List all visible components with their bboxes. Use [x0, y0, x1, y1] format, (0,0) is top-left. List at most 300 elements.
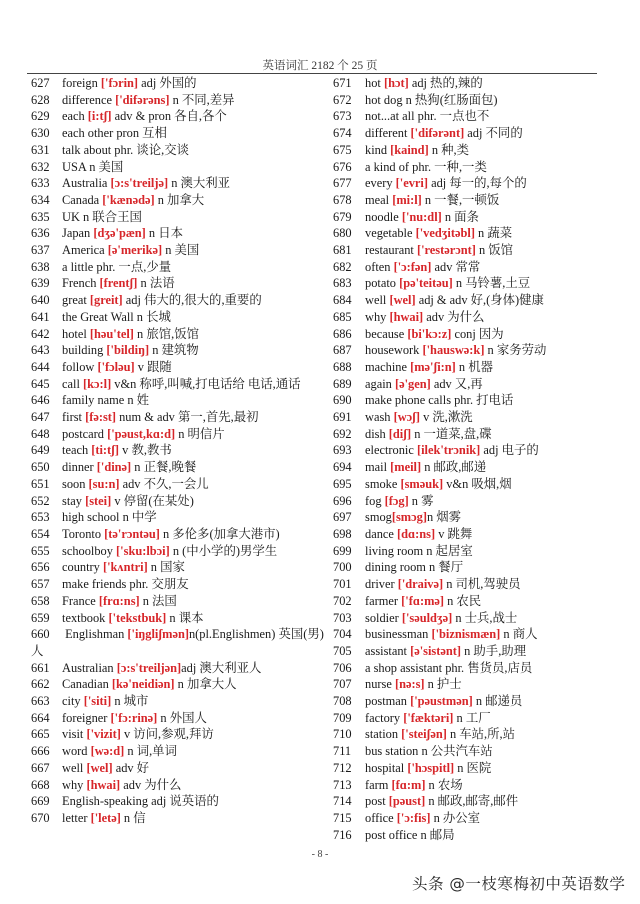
entry-number: 680 — [333, 226, 352, 241]
entry-definition: v 教,教书 — [119, 443, 172, 458]
entry-number: 691 — [333, 410, 352, 425]
entry-word: smoke — [365, 476, 401, 491]
entry-number: 662 — [31, 677, 50, 692]
entry-word: country — [62, 560, 103, 575]
entry-definition: adv 不久,一会儿 — [119, 476, 209, 491]
vocab-entry — [31, 409, 331, 426]
vocab-entry — [333, 726, 633, 743]
entry-number: 657 — [31, 577, 50, 592]
vocab-entry — [333, 292, 633, 309]
entry-number: 663 — [31, 694, 50, 709]
entry-number: 668 — [31, 777, 50, 792]
entry-phonetic: ['letə] — [90, 810, 121, 825]
vocab-entry — [31, 610, 331, 627]
vocab-entry — [333, 693, 633, 710]
entry-definition: adj 伟大的,很大的,重要的 — [122, 293, 262, 308]
vocab-entry — [333, 459, 633, 476]
vocab-entry — [31, 676, 331, 693]
entry-word: soon — [62, 476, 89, 491]
vocab-entry — [333, 75, 633, 92]
entry-number: 634 — [31, 192, 50, 207]
entry-definition: n 不同,差异 — [169, 92, 235, 107]
vocab-column-left — [31, 75, 331, 827]
entry-number: 669 — [31, 794, 50, 809]
entry-phonetic: [hwai] — [86, 777, 121, 792]
entry-definition: n 办公室 — [430, 810, 481, 825]
entry-word: housework — [365, 343, 423, 358]
entry-number: 667 — [31, 760, 50, 775]
vocab-entry — [31, 209, 331, 226]
vocab-entry — [31, 225, 331, 242]
entry-phonetic: [sməuk] — [400, 476, 444, 491]
entry-word: driver — [365, 577, 398, 592]
entry-definition: adj 热的,辣的 — [408, 76, 483, 90]
vocab-entry — [31, 359, 331, 376]
entry-number: 645 — [31, 376, 50, 391]
entry-number: 644 — [31, 359, 50, 374]
entry-word: Canadian — [62, 677, 112, 692]
entry-number: 631 — [31, 142, 50, 157]
entry-definition: adv 为什么 — [423, 309, 485, 324]
entry-phonetic: [pə'teitəu] — [399, 276, 453, 291]
entry-phonetic: [ɔ:s'treiljə] — [110, 176, 169, 191]
entry-number: 666 — [31, 744, 50, 759]
entry-phonetic: [hɔt] — [383, 76, 409, 90]
vocab-entry — [31, 493, 331, 510]
entry-definition: n(pl.Englishmen) 英国(男)人 — [31, 627, 324, 658]
entry-number: 658 — [31, 593, 50, 608]
entry-number: 643 — [31, 343, 50, 358]
entry-word: machine — [365, 359, 411, 374]
entry-word: difference — [62, 92, 116, 107]
entry-definition: adj 外国的 — [138, 76, 197, 90]
entry-word: building — [62, 343, 107, 358]
entry-phonetic: ['fɔ:rinə] — [110, 710, 158, 725]
vocab-entry — [31, 292, 331, 309]
entry-phonetic: ['siti] — [83, 694, 112, 709]
vocab-entry — [31, 526, 331, 543]
entry-phonetic: [kaind] — [390, 142, 429, 157]
entry-number: 686 — [333, 326, 352, 341]
entry-number: 635 — [31, 209, 50, 224]
entry-definition: n 课本 — [166, 610, 204, 625]
entry-definition: n 医院 — [454, 760, 492, 775]
entry-phonetic: ['iŋgliʃmən] — [127, 627, 189, 642]
entry-word: textbook — [62, 610, 109, 625]
entry-definition: n 正餐,晚餐 — [131, 460, 197, 475]
entry-word: why — [365, 309, 390, 324]
entry-number: 670 — [31, 810, 50, 825]
entry-number: 688 — [333, 359, 352, 374]
entry-word: postman — [365, 694, 411, 709]
entry-number: 685 — [333, 309, 352, 324]
entry-number: 638 — [31, 259, 50, 274]
entry-number: 692 — [333, 426, 352, 441]
entry-phonetic: ['evri] — [395, 176, 428, 191]
vocab-entry — [31, 793, 331, 810]
entry-phonetic: [meil] — [390, 460, 422, 475]
entry-word: businessman — [365, 627, 432, 642]
entry-word: a shop assistant phr. 售货员,店员 — [365, 660, 533, 675]
entry-phonetic: [greit] — [89, 293, 123, 308]
entry-number: 639 — [31, 276, 50, 291]
entry-number: 693 — [333, 443, 352, 458]
entry-definition: n 日本 — [145, 226, 183, 241]
entry-number: 702 — [333, 593, 352, 608]
entry-word: high school n 中学 — [62, 510, 157, 525]
entry-definition: n 面条 — [441, 209, 479, 224]
entry-phonetic: ['fɔləu] — [97, 359, 135, 374]
entry-phonetic: ['pəust,kɑ:d] — [107, 426, 176, 441]
entry-number: 627 — [31, 76, 50, 90]
vocab-entry — [333, 108, 633, 125]
entry-definition: n 法语 — [137, 276, 175, 291]
entry-word: Canada — [62, 192, 103, 207]
vocab-entry — [333, 743, 633, 760]
entry-phonetic: [kɔ:l] — [82, 376, 112, 391]
entry-word: family name n 姓 — [62, 393, 150, 408]
entry-phonetic: [kə'neidiən] — [111, 677, 175, 692]
entry-definition: n 加拿大 — [154, 192, 205, 207]
entry-word: first — [62, 410, 86, 425]
entry-number: 700 — [333, 560, 352, 575]
entry-word: Australia — [62, 176, 111, 191]
entry-definition: v 洗,漱洗 — [420, 410, 473, 425]
entry-definition: n 雾 — [408, 493, 434, 508]
entry-word: French — [62, 276, 100, 291]
entry-definition: n 一餐,一顿饭 — [421, 192, 500, 207]
entry-number: 698 — [333, 526, 352, 541]
entry-number: 675 — [333, 142, 352, 157]
entry-phonetic: ['fɑ:mə] — [401, 593, 445, 608]
entry-number: 665 — [31, 727, 50, 742]
page-number: - 8 - — [311, 849, 329, 860]
vocab-entry — [31, 426, 331, 443]
entry-number: 672 — [333, 92, 352, 107]
entry-definition: n 助手,助理 — [461, 643, 527, 658]
entry-phonetic: ['dinə] — [96, 460, 132, 475]
entry-word: each other pron 互相 — [62, 126, 167, 141]
vocab-entry — [31, 660, 331, 677]
vocab-entry — [31, 125, 331, 142]
entry-word: make friends phr. 交朋友 — [62, 577, 189, 592]
entry-word: make phone calls phr. 打电话 — [365, 393, 514, 408]
vocab-entry — [31, 810, 331, 827]
entry-number: 690 — [333, 393, 352, 408]
entry-word: factory — [365, 710, 404, 725]
vocab-entry — [333, 142, 633, 159]
header-divider — [27, 73, 597, 74]
entry-phonetic: [frentʃ] — [99, 276, 138, 291]
entry-phonetic: [frɑ:ns] — [98, 593, 140, 608]
entry-word: noodle — [365, 209, 402, 224]
entry-word: each — [62, 109, 88, 124]
entry-phonetic: [wɔʃ] — [393, 410, 421, 425]
entry-phonetic: [ilek'trɔnik] — [416, 443, 481, 458]
vocab-entry — [333, 610, 633, 627]
entry-phonetic: [bi'kɔ:z] — [407, 326, 452, 341]
vocab-entry — [31, 342, 331, 359]
vocab-entry — [333, 660, 633, 677]
entry-phonetic: [wel] — [86, 760, 113, 775]
entry-number: 636 — [31, 226, 50, 241]
entry-number: 676 — [333, 159, 352, 174]
entry-number: 641 — [31, 309, 50, 324]
entry-phonetic: ['tekstbuk] — [108, 610, 167, 625]
entry-definition: n 词,单词 — [124, 744, 177, 759]
entry-definition: v 访问,参观,拜访 — [120, 727, 214, 742]
entry-word: again — [365, 376, 395, 391]
entry-phonetic: [ə'gen] — [394, 376, 431, 391]
entry-number: 701 — [333, 577, 352, 592]
entry-definition: n 邮政,邮寄,邮件 — [425, 794, 519, 809]
entry-number: 683 — [333, 276, 352, 291]
entry-number: 660 — [31, 627, 50, 642]
entry-word: fog — [365, 493, 385, 508]
entry-word: post — [365, 794, 389, 809]
entry-number: 642 — [31, 326, 50, 341]
entry-word: Englishman — [62, 627, 128, 642]
entry-phonetic: [fɔg] — [384, 493, 409, 508]
vocab-entry — [31, 392, 331, 409]
vocab-entry — [31, 376, 331, 393]
entry-definition: n 家务劳动 — [484, 343, 547, 358]
entry-word: vegetable — [365, 226, 416, 241]
entry-definition: adv 常常 — [431, 259, 481, 274]
vocab-entry — [333, 359, 633, 376]
vocab-entry — [333, 526, 633, 543]
entry-word: follow — [62, 359, 98, 374]
entry-phonetic: ['restərɔnt] — [416, 243, 476, 258]
vocab-entry — [333, 342, 633, 359]
entry-word: schoolboy — [62, 543, 117, 558]
entry-phonetic: [nə:s] — [394, 677, 425, 692]
vocab-entry — [31, 309, 331, 326]
vocab-entry — [31, 626, 331, 659]
entry-word: Toronto — [62, 526, 105, 541]
vocab-entry — [333, 676, 633, 693]
entry-word: dinner — [62, 460, 97, 475]
entry-word: foreigner — [62, 710, 111, 725]
vocab-entry — [333, 309, 633, 326]
vocab-entry — [31, 710, 331, 727]
entry-word: France — [62, 593, 99, 608]
entry-number: 652 — [31, 493, 50, 508]
vocab-entry — [333, 159, 633, 176]
vocab-entry — [333, 543, 633, 560]
vocab-entry — [31, 142, 331, 159]
vocab-entry — [333, 827, 633, 844]
entry-definition: v&n 吸烟,烟 — [443, 476, 512, 491]
entry-number: 656 — [31, 560, 50, 575]
entry-word: not...at all phr. 一点也不 — [365, 109, 490, 124]
entry-definition: v 停留(在某处) — [111, 493, 194, 508]
entry-word: postcard — [62, 426, 108, 441]
entry-phonetic: [fɑ:m] — [391, 777, 426, 792]
vocab-entry — [333, 326, 633, 343]
vocab-entry — [333, 710, 633, 727]
vocab-entry — [333, 259, 633, 276]
entry-word: smog — [365, 510, 392, 525]
entry-word: hot — [365, 76, 384, 90]
entry-word: Australian — [62, 660, 117, 675]
vocab-entry — [333, 593, 633, 610]
entry-phonetic: [ə'merikə] — [107, 243, 163, 258]
entry-word: teach — [62, 443, 92, 458]
entry-definition: n 加拿大人 — [174, 677, 237, 692]
vocab-entry — [333, 442, 633, 459]
entry-definition: n 农场 — [425, 777, 463, 792]
vocab-entry — [31, 159, 331, 176]
entry-definition: adj 电子的 — [480, 443, 539, 458]
entry-number: 696 — [333, 493, 352, 508]
entry-number: 707 — [333, 677, 352, 692]
entry-phonetic: [dɑ:ns] — [397, 526, 436, 541]
vocab-entry — [31, 476, 331, 493]
vocab-entry — [333, 509, 633, 526]
entry-word: hotel — [62, 326, 90, 341]
vocab-entry — [31, 326, 331, 343]
entry-phonetic: ['difərəns] — [115, 92, 170, 107]
vocab-entry — [31, 743, 331, 760]
entry-definition: v 跟随 — [134, 359, 172, 374]
entry-phonetic: ['pəustmən] — [410, 694, 473, 709]
entry-word: English-speaking adj 说英语的 — [62, 794, 219, 809]
vocab-entry — [333, 493, 633, 510]
entry-phonetic: ['ɔ:fis] — [396, 810, 431, 825]
entry-number: 651 — [31, 476, 50, 491]
entry-definition: n 澳大利亚 — [168, 176, 231, 191]
vocab-entry — [333, 810, 633, 827]
entry-number: 630 — [31, 126, 50, 141]
entry-word: letter — [62, 810, 91, 825]
entry-word: city — [62, 694, 84, 709]
entry-definition: adv 为什么 — [120, 777, 182, 792]
entry-number: 711 — [333, 744, 352, 759]
entry-phonetic: ['hauswə:k] — [422, 343, 485, 358]
entry-phonetic: ['vizit] — [86, 727, 121, 742]
entry-number: 671 — [333, 76, 352, 90]
vocab-entry — [31, 693, 331, 710]
vocab-entry — [333, 559, 633, 576]
entry-definition: adj 不同的 — [464, 126, 523, 141]
entry-definition: n 城市 — [111, 694, 149, 709]
entry-word: foreign — [62, 76, 101, 90]
entry-phonetic: [stei] — [85, 493, 112, 508]
entry-phonetic: ['hɔspitl] — [407, 760, 455, 775]
entry-word: America — [62, 243, 108, 258]
entry-word: a little phr. 一点,少量 — [62, 259, 172, 274]
entry-word: call — [62, 376, 83, 391]
entry-definition: n 种,类 — [428, 142, 469, 157]
vocab-entry — [31, 92, 331, 109]
entry-definition: n 马铃薯,土豆 — [452, 276, 531, 291]
entry-definition: adj & adv 好,(身体)健康 — [415, 293, 544, 308]
entry-number: 703 — [333, 610, 352, 625]
entry-phonetic: [tə'rɔntəu] — [104, 526, 160, 541]
vocab-entry — [31, 442, 331, 459]
entry-phonetic: [mi:l] — [392, 192, 422, 207]
entry-word: mail — [365, 460, 391, 475]
entry-word: potato — [365, 276, 400, 291]
entry-word: meal — [365, 192, 393, 207]
entry-number: 678 — [333, 192, 352, 207]
entry-number: 716 — [333, 827, 352, 842]
vocab-entry — [31, 259, 331, 276]
entry-definition: n 烟雾 — [426, 510, 462, 525]
entry-definition: n 外国人 — [157, 710, 207, 725]
entry-word: kind — [365, 142, 391, 157]
entry-number: 697 — [333, 510, 352, 525]
entry-definition: adv 又,再 — [430, 376, 483, 391]
entry-phonetic: [wel] — [389, 293, 416, 308]
entry-word: dance — [365, 526, 397, 541]
entry-definition: n 国家 — [147, 560, 185, 575]
entry-word: electronic — [365, 443, 417, 458]
entry-number: 664 — [31, 710, 50, 725]
entry-phonetic: ['bildiŋ] — [106, 343, 150, 358]
vocab-entry — [333, 476, 633, 493]
entry-number: 699 — [333, 543, 352, 558]
entry-definition: n 美国 — [162, 243, 200, 258]
entry-number: 677 — [333, 176, 352, 191]
entry-definition: n 明信片 — [175, 426, 225, 441]
entry-number: 710 — [333, 727, 352, 742]
entry-definition: n 士兵,战士 — [452, 610, 518, 625]
entry-word: talk about phr. 谈论,交谈 — [62, 142, 189, 157]
entry-number: 674 — [333, 126, 352, 141]
entry-definition: adv & pron 各自,各个 — [111, 109, 227, 124]
entry-word: dining room n 餐厅 — [365, 560, 464, 575]
entry-definition: n 饭馆 — [475, 243, 514, 258]
entry-word: dish — [365, 426, 389, 441]
entry-definition: num & adv 第一,首先,最初 — [116, 410, 259, 425]
entry-phonetic: ['nu:dl] — [401, 209, 442, 224]
vocab-entry — [31, 192, 331, 209]
vocab-entry — [333, 225, 633, 242]
entry-word: station — [365, 727, 402, 742]
entry-number: 640 — [31, 293, 50, 308]
entry-definition: n 机器 — [455, 359, 493, 374]
entry-number: 655 — [31, 543, 50, 558]
vocab-entry — [333, 409, 633, 426]
entry-phonetic: [ɔ:s'treiljən] — [116, 660, 182, 675]
vocab-entry — [333, 192, 633, 209]
entry-definition: n 工厂 — [453, 710, 491, 725]
entry-word: farmer — [365, 593, 402, 608]
watermark: 头条 @一枝寒梅初中英语数学 — [412, 875, 626, 893]
vocab-entry — [333, 376, 633, 393]
entry-definition: n 车站,所,站 — [446, 727, 516, 742]
page-title: 英语词汇 2182 个 25 页 — [262, 60, 378, 72]
entry-definition: conj 因为 — [451, 326, 504, 341]
entry-number: 654 — [31, 526, 50, 541]
entry-word: every — [365, 176, 396, 191]
entry-definition: n 一道菜,盘,碟 — [411, 426, 492, 441]
entry-number: 684 — [333, 293, 352, 308]
vocab-entry — [31, 108, 331, 125]
entry-word: wash — [365, 410, 394, 425]
vocab-entry — [333, 777, 633, 794]
entry-word: great — [62, 293, 90, 308]
entry-phonetic: [mə'ʃi:n] — [410, 359, 456, 374]
entry-word: hot dog n 热狗(红肠面包) — [365, 92, 498, 107]
entry-word: UK n 联合王国 — [62, 209, 142, 224]
entry-phonetic: ['steiʃən] — [401, 727, 447, 742]
entry-word: the Great Wall n 长城 — [62, 309, 171, 324]
entry-word: bus station n 公共汽车站 — [365, 744, 493, 759]
vocab-entry — [333, 576, 633, 593]
